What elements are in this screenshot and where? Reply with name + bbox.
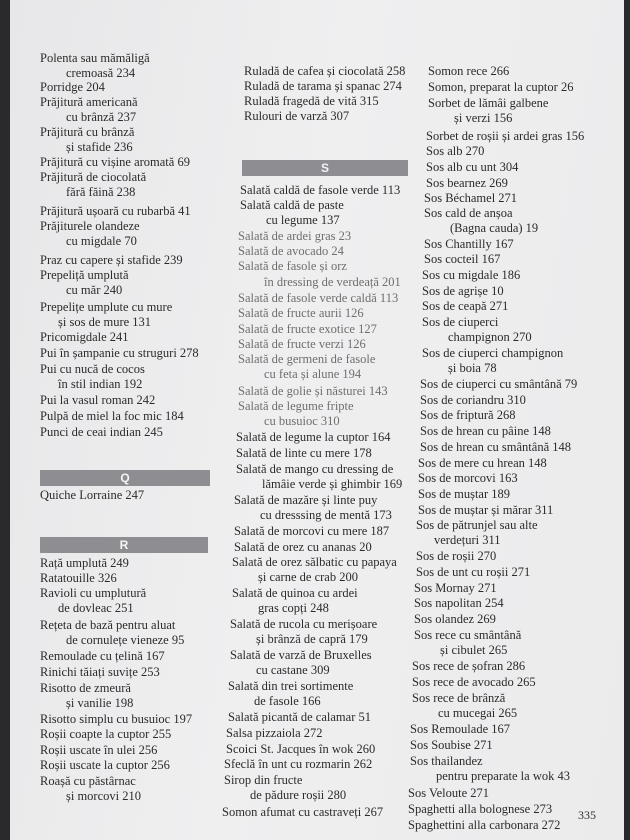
- index-entry: Quiche Lorraine 247: [40, 488, 145, 502]
- index-entry: de dovleac 251: [58, 601, 134, 615]
- index-entry: Sos de roșii 270: [416, 549, 497, 563]
- index-entry: Spaghettini alla carbonara 272: [408, 818, 561, 832]
- index-entry: Praz cu capere și stafide 239: [40, 253, 183, 267]
- index-entry: Salată caldă de fasole verde 113: [240, 183, 401, 197]
- index-entry: Porridge 204: [40, 80, 105, 94]
- index-entry: Salată de rucola cu merișoare: [230, 617, 378, 631]
- index-entry: Prepeliță umplută: [40, 268, 129, 282]
- index-entry: Salată de linte cu mere 178: [236, 446, 372, 460]
- index-entry: Salată de fasole verde caldă 113: [238, 291, 399, 305]
- index-entry: Salată picantă de calamar 51: [228, 710, 371, 724]
- index-entry: Sos rece de șofran 286: [412, 659, 526, 673]
- index-entry: Sos de muștar 189: [418, 487, 511, 501]
- index-entry: Salată de germeni de fasole: [238, 352, 376, 366]
- index-entry: Salată de legume la cuptor 164: [236, 430, 391, 444]
- index-entry: fără făină 238: [66, 185, 136, 199]
- index-entry: cu mucegai 265: [438, 706, 518, 720]
- index-entry: Ratatouille 326: [40, 571, 117, 585]
- index-entry: Sos thailandez: [410, 754, 483, 768]
- index-entry: Remoulade cu țelină 167: [40, 649, 165, 663]
- index-entry: cu migdale 70: [66, 234, 137, 248]
- index-entry: Salată de golie și năsturei 143: [238, 384, 388, 398]
- index-entry: Roașă cu păstârnac: [40, 774, 136, 788]
- index-entry: Sirop din fructe: [224, 773, 303, 787]
- index-entry: Sos de friptură 268: [420, 408, 516, 422]
- index-entry: Sos napolitan 254: [414, 596, 504, 610]
- index-entry: Salsa pizzaiola 272: [226, 726, 323, 740]
- section-header-q: Q: [40, 470, 210, 486]
- index-entry: Sos de pătrunjel sau alte: [416, 518, 538, 532]
- index-entry: Polenta sau mămăligă: [40, 51, 150, 65]
- index-entry: Sos rece de brânză: [412, 691, 506, 705]
- index-entry: de cornulețe vieneze 95: [66, 633, 185, 647]
- index-entry: Sos de ciuperci cu smântână 79: [420, 377, 578, 391]
- index-entry: Punci de ceai indian 245: [40, 425, 163, 439]
- index-entry: Rețeta de bază pentru aluat: [40, 618, 176, 632]
- index-entry: Sos de ciuperci: [422, 315, 499, 329]
- index-entry: Roșii coapte la cuptor 255: [40, 727, 172, 741]
- index-entry: Sos Mornay 271: [414, 581, 497, 595]
- page-number: 335: [578, 808, 596, 822]
- index-entry: pentru preparate la wok 43: [436, 769, 570, 783]
- index-entry: de fasole 166: [254, 694, 321, 708]
- index-entry: Sorbet de lămâi galbene: [428, 96, 549, 110]
- index-entry: Ruladă de cafea și ciocolată 258: [244, 64, 406, 78]
- index-entry: Pui cu nucă de cocos: [40, 362, 145, 376]
- index-entry: de pădure roșii 280: [250, 788, 347, 802]
- index-entry: Sos de muștar și mărar 311: [418, 503, 554, 517]
- index-entry: Sos alb cu unt 304: [426, 160, 519, 174]
- index-entry: Sos Soubise 271: [410, 738, 493, 752]
- index-entry: Sos de morcovi 163: [418, 471, 518, 485]
- index-entry: Salată de fructe verzi 126: [238, 337, 366, 351]
- index-entry: Salată de varză de Bruxelles: [230, 648, 372, 662]
- index-entry: Roșii uscate în ulei 256: [40, 743, 158, 757]
- index-entry: și boia 78: [448, 361, 497, 375]
- index-entry: și vanilie 198: [66, 696, 134, 710]
- index-entry: Ruladă de tarama și spanac 274: [244, 79, 402, 93]
- index-entry: și verzi 156: [454, 111, 513, 125]
- index-entry: Salată de ardei gras 23: [238, 229, 352, 243]
- index-entry: Prăjitură americană: [40, 95, 138, 109]
- index-entry: Sos olandez 269: [414, 612, 496, 626]
- index-entry: Salată de fructe aurii 126: [238, 306, 364, 320]
- index-entry: și carne de crab 200: [258, 570, 358, 584]
- index-entry: Pui în șampanie cu struguri 278: [40, 346, 199, 360]
- section-header-s: S: [242, 160, 408, 176]
- index-entry: Sos Remoulade 167: [410, 722, 510, 736]
- section-header-r: R: [40, 537, 208, 553]
- index-entry: Sos de ceapă 271: [422, 299, 509, 313]
- index-entry: cu castane 309: [256, 663, 330, 677]
- index-entry: și brânză de capră 179: [256, 632, 368, 646]
- index-entry: Rinichi tăiați suvițe 253: [40, 665, 160, 679]
- index-entry: Salată de fructe exotice 127: [238, 322, 377, 336]
- index-entry: Somon, preparat la cuptor 26: [428, 80, 574, 94]
- index-entry: Prepelițe umplute cu mure: [40, 300, 173, 314]
- index-entry: în dressing de verdeață 201: [264, 275, 401, 289]
- index-entry: Risotto simplu cu busuioc 197: [40, 712, 193, 726]
- index-entry: Sos de mere cu hrean 148: [418, 456, 547, 470]
- index-entry: Salată din trei sortimente: [228, 679, 354, 693]
- index-entry: Salată de avocado 24: [238, 244, 344, 258]
- index-entry: Somon afumat cu castraveți 267: [222, 805, 384, 819]
- index-entry: Rață umplută 249: [40, 556, 129, 570]
- index-entry: Spaghetti alla bolognese 273: [408, 802, 553, 816]
- index-entry: Sos rece de avocado 265: [412, 675, 536, 689]
- index-entry: (Bagna cauda) 19: [450, 221, 539, 235]
- index-entry: Sos alb 270: [426, 144, 485, 158]
- index-entry: Prăjitură ușoară cu rubarbă 41: [40, 204, 191, 218]
- index-entry: cu feta și alune 194: [264, 367, 362, 381]
- index-entry: Salată de orez sălbatic cu papaya: [232, 555, 397, 569]
- index-entry: Salată de fasole și orz: [238, 259, 347, 273]
- index-entry: Prăjitură de ciocolată: [40, 170, 147, 184]
- index-entry: în stil indian 192: [58, 377, 143, 391]
- index-entry: Sos cocteil 167: [424, 252, 501, 266]
- index-entry: și sos de mure 131: [58, 315, 152, 329]
- index-entry: Somon rece 266: [428, 64, 510, 78]
- index-entry: Sos de agrișe 10: [422, 284, 504, 298]
- index-entry: Pricomigdale 241: [40, 330, 129, 344]
- index-entry: Sos de hrean cu pâine 148: [420, 424, 551, 438]
- index-entry: și morcovi 210: [66, 789, 141, 803]
- index-page: [10, 0, 624, 840]
- index-entry: cu brânză 237: [66, 110, 137, 124]
- index-entry: Salată caldă de paste: [240, 198, 344, 212]
- index-entry: Salată de mango cu dressing de: [236, 462, 394, 476]
- index-entry: Ravioli cu umplutură: [40, 586, 147, 600]
- index-entry: și stafide 236: [66, 140, 133, 154]
- index-entry: și cibulet 265: [440, 643, 508, 657]
- index-entry: lămâie verde și ghimbir 169: [262, 477, 403, 491]
- index-entry: Sos de unt cu roșii 271: [416, 565, 531, 579]
- index-entry: Scoici St. Jacques în wok 260: [226, 742, 376, 756]
- index-entry: champignon 270: [448, 330, 532, 344]
- index-entry: Roșii uscate la cuptor 256: [40, 758, 170, 772]
- index-entry: Salată de legume fripte: [238, 399, 354, 413]
- index-entry: Prăjitură cu brânză: [40, 125, 135, 139]
- index-entry: Prăjitură cu vișine aromată 69: [40, 155, 190, 169]
- index-entry: Pui la vasul roman 242: [40, 393, 156, 407]
- index-entry: Prăjiturele olandeze: [40, 219, 140, 233]
- index-entry: Ruladă fragedă de vită 315: [244, 94, 379, 108]
- index-entry: verdețuri 311: [434, 533, 501, 547]
- index-entry: Sorbet de roșii și ardei gras 156: [426, 129, 585, 143]
- index-entry: cu legume 137: [266, 213, 340, 227]
- index-entry: Sos de hrean cu smântână 148: [420, 440, 572, 454]
- index-entry: Sos bearnez 269: [426, 176, 508, 190]
- index-entry: Salată de mazăre și linte puy: [234, 493, 378, 507]
- index-entry: Risotto de zmeură: [40, 681, 131, 695]
- index-entry: Salată de morcovi cu mere 187: [234, 524, 390, 538]
- index-entry: Sos rece cu smântână: [414, 628, 522, 642]
- index-entry: cu măr 240: [66, 283, 123, 297]
- index-entry: Sfeclă în unt cu rozmarin 262: [224, 757, 373, 771]
- index-entry: cu dresssing de mentă 173: [260, 508, 392, 522]
- index-entry: Salată de orez cu ananas 20: [234, 540, 372, 554]
- index-entry: Sos de coriandru 310: [420, 393, 526, 407]
- index-entry: cremoasă 234: [66, 66, 136, 80]
- index-entry: gras copți 248: [258, 601, 329, 615]
- index-entry: Sos Chantilly 167: [424, 237, 514, 251]
- index-entry: Sos Veloute 271: [408, 786, 490, 800]
- index-entry: Sos cald de anșoa: [424, 206, 513, 220]
- index-entry: Sos Béchamel 271: [424, 191, 518, 205]
- index-entry: Pulpă de miel la foc mic 184: [40, 409, 184, 423]
- index-entry: Salată de quinoa cu ardei: [232, 586, 358, 600]
- index-entry: Rulouri de varză 307: [244, 109, 350, 123]
- index-entry: Sos de ciuperci champignon: [422, 346, 564, 360]
- index-entry: Sos cu migdale 186: [422, 268, 521, 282]
- index-entry: cu busuioc 310: [264, 414, 340, 428]
